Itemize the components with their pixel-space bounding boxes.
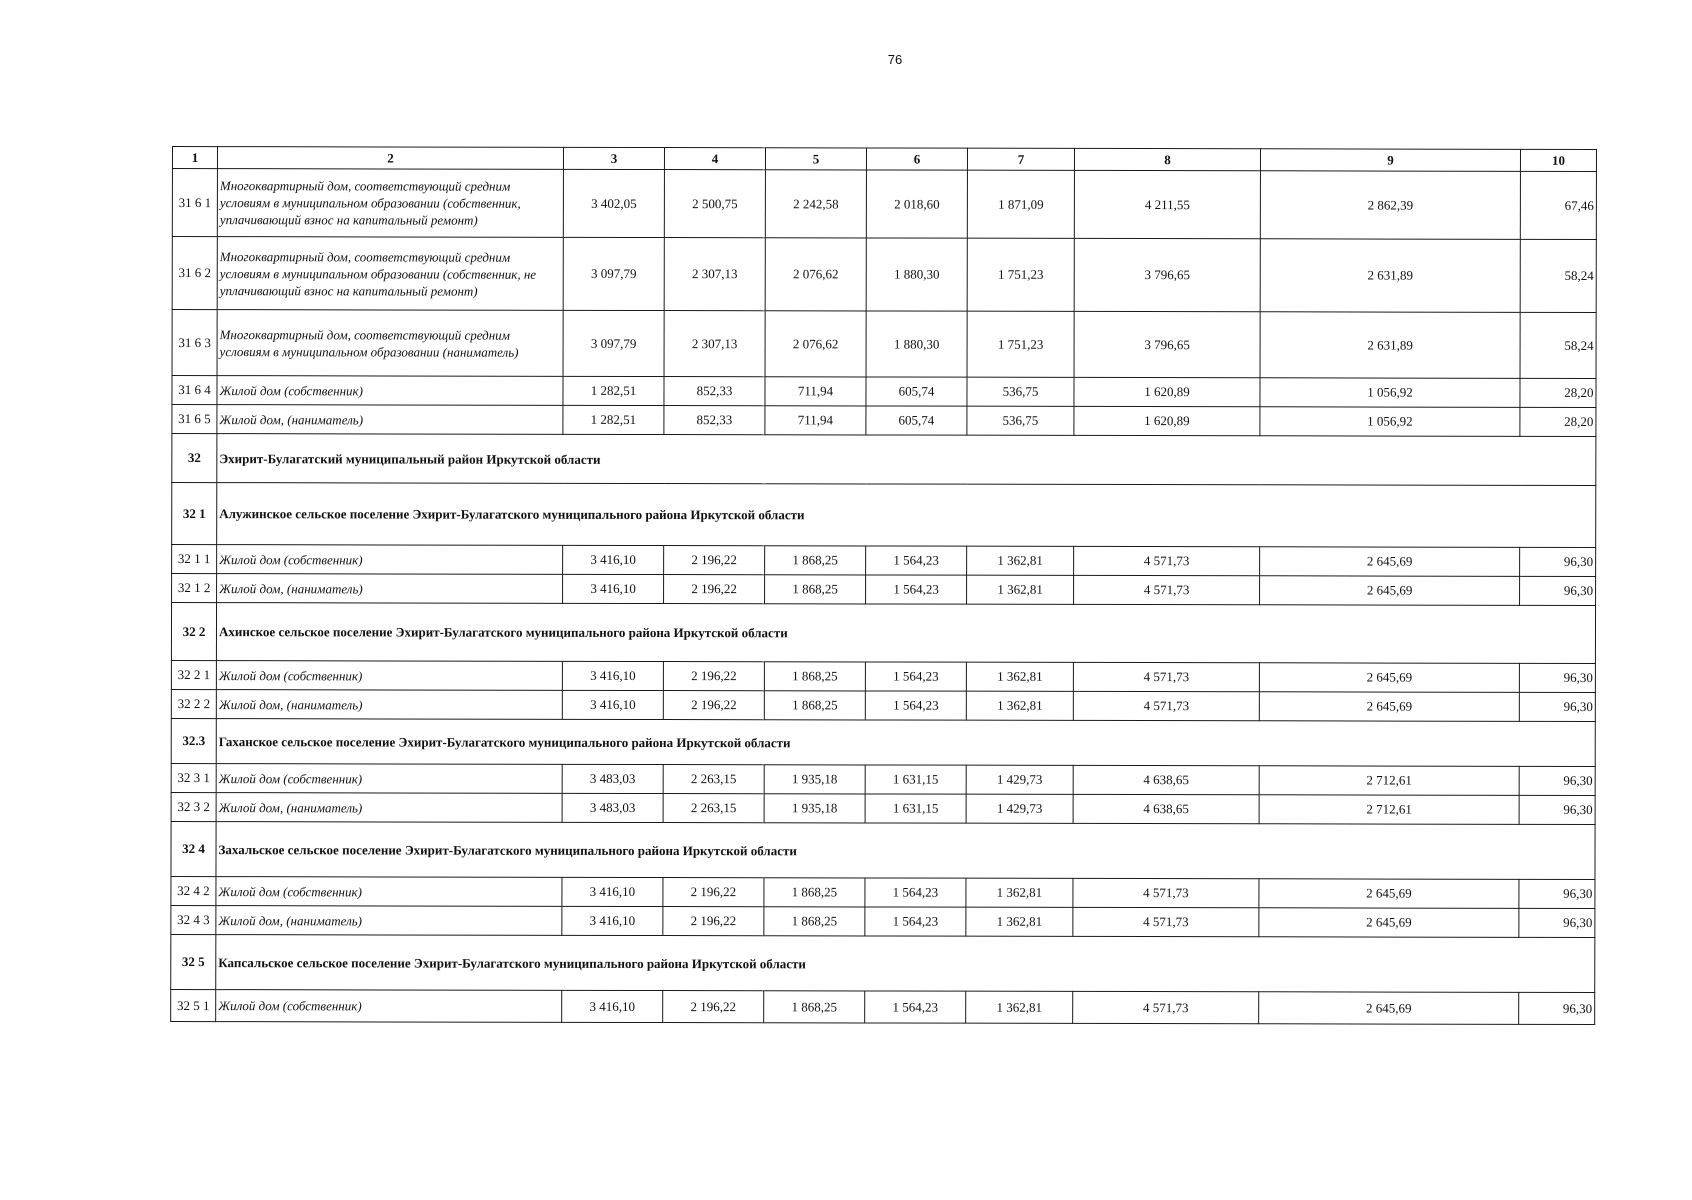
value-col-10: 96,30 xyxy=(1519,879,1595,908)
value-col-7: 1 429,73 xyxy=(966,794,1073,823)
row-name: Жилой дом, (наниматель) xyxy=(217,574,563,604)
value-col-10: 28,20 xyxy=(1520,407,1596,436)
page-number: 76 xyxy=(887,52,903,67)
value-col-3: 3 416,10 xyxy=(563,574,664,603)
value-col-9: 2 712,61 xyxy=(1259,795,1519,825)
value-col-9: 2 645,69 xyxy=(1259,692,1519,722)
value-col-9: 2 645,69 xyxy=(1259,879,1519,909)
table-row xyxy=(171,660,1595,692)
value-col-6: 1 564,23 xyxy=(865,878,966,907)
table-row xyxy=(172,310,1596,379)
value-col-4: 2 307,13 xyxy=(664,311,765,377)
value-col-8: 3 796,65 xyxy=(1074,311,1260,377)
section-row xyxy=(172,434,1596,486)
value-col-5: 1 868,25 xyxy=(765,546,866,575)
value-col-6: 1 564,23 xyxy=(865,907,966,936)
table-row xyxy=(172,169,1596,240)
table-row xyxy=(171,989,1595,1024)
row-code: 32 5 xyxy=(171,934,216,989)
table-row xyxy=(172,376,1596,408)
value-col-10: 96,30 xyxy=(1519,795,1595,824)
value-col-3: 3 483,03 xyxy=(562,793,663,822)
value-col-6: 1 564,23 xyxy=(865,991,966,1023)
value-col-5: 2 242,58 xyxy=(765,170,866,238)
value-col-4: 2 263,15 xyxy=(663,794,764,823)
row-name: Многоквартирный дом, соответствующий средним условиям в муниципальном образовании (собственник, не уплачивающий взнос на капитальный ремонт) xyxy=(217,237,563,311)
value-col-9: 2 645,69 xyxy=(1260,547,1520,577)
value-col-3: 3 416,10 xyxy=(562,690,663,719)
row-name: Жилой дом, (наниматель) xyxy=(217,405,563,435)
value-col-5: 1 868,25 xyxy=(764,662,865,691)
value-col-9: 2 645,69 xyxy=(1259,663,1519,693)
value-col-8: 4 211,55 xyxy=(1074,170,1260,238)
value-col-9: 2 862,39 xyxy=(1260,171,1520,240)
value-col-8: 4 571,73 xyxy=(1073,878,1259,907)
row-code: 32 2 xyxy=(171,603,216,661)
row-code: 31 6 5 xyxy=(172,405,217,434)
value-col-8: 1 620,89 xyxy=(1074,406,1260,435)
value-col-4: 852,33 xyxy=(664,406,765,435)
col-header-3: 3 xyxy=(563,147,664,169)
value-col-6: 1 631,15 xyxy=(865,765,966,794)
row-name: Жилой дом, (наниматель) xyxy=(216,690,562,720)
value-col-5: 1 868,25 xyxy=(764,991,865,1023)
section-title: Гаханское сельское поселение Эхирит-Булагатского муниципального района Иркутской области xyxy=(216,719,1595,767)
row-name: Жилой дом (собственник) xyxy=(217,376,563,406)
row-name: Жилой дом, (наниматель) xyxy=(216,793,562,823)
value-col-7: 1 751,23 xyxy=(967,311,1074,377)
value-col-3: 3 416,10 xyxy=(562,906,663,935)
table-row xyxy=(171,689,1595,721)
value-col-5: 1 935,18 xyxy=(764,765,865,794)
value-col-3: 3 416,10 xyxy=(563,545,664,574)
value-col-8: 4 571,73 xyxy=(1073,907,1259,936)
row-name: Жилой дом (собственник) xyxy=(216,990,562,1023)
value-col-10: 28,20 xyxy=(1520,378,1596,407)
value-col-10: 96,30 xyxy=(1519,908,1595,937)
value-col-10: 58,24 xyxy=(1520,312,1596,378)
row-code: 32 3 1 xyxy=(171,763,216,792)
table-row xyxy=(171,792,1595,824)
value-col-7: 1 362,81 xyxy=(967,546,1074,575)
row-code: 32 2 1 xyxy=(171,660,216,689)
value-col-9: 2 645,69 xyxy=(1259,908,1519,938)
value-col-3: 1 282,51 xyxy=(563,405,664,434)
row-code: 31 6 3 xyxy=(172,310,217,376)
value-col-7: 1 362,81 xyxy=(966,907,1073,936)
value-col-8: 3 796,65 xyxy=(1074,238,1260,311)
row-code: 32 1 2 xyxy=(172,574,217,603)
section-title: Капсальское сельское поселение Эхирит-Булагатского муниципального района Иркутской области xyxy=(216,935,1595,993)
table-row xyxy=(172,545,1596,577)
value-col-5: 1 935,18 xyxy=(764,794,865,823)
section-title: Ахинское сельское поселение Эхирит-Булагатского муниципального района Иркутской области xyxy=(216,603,1595,664)
value-col-10: 67,46 xyxy=(1520,171,1596,239)
value-col-3: 3 097,79 xyxy=(563,310,664,376)
value-col-8: 4 638,65 xyxy=(1073,765,1259,794)
value-col-4: 2 196,22 xyxy=(663,991,764,1023)
value-col-10: 96,30 xyxy=(1520,576,1596,605)
value-col-3: 3 483,03 xyxy=(562,764,663,793)
value-col-4: 2 196,22 xyxy=(663,662,764,691)
value-col-9: 1 056,92 xyxy=(1260,407,1520,437)
row-code: 32 4 3 xyxy=(171,905,216,934)
value-col-8: 1 620,89 xyxy=(1074,377,1260,406)
value-col-8: 4 571,73 xyxy=(1073,991,1259,1023)
value-col-9: 2 631,89 xyxy=(1260,312,1520,379)
col-header-9: 9 xyxy=(1260,149,1520,172)
value-col-7: 1 871,09 xyxy=(967,170,1074,238)
value-col-10: 96,30 xyxy=(1520,547,1596,576)
value-col-3: 1 282,51 xyxy=(563,376,664,405)
section-row xyxy=(171,821,1595,879)
row-code: 31 6 4 xyxy=(172,376,217,405)
value-col-9: 2 645,69 xyxy=(1259,992,1519,1025)
row-code: 32 4 2 xyxy=(171,876,216,905)
value-col-6: 1 880,30 xyxy=(866,311,967,377)
row-name: Жилой дом (собственник) xyxy=(216,877,562,907)
value-col-6: 2 018,60 xyxy=(866,170,967,238)
value-col-7: 536,75 xyxy=(967,377,1074,406)
value-col-3: 3 416,10 xyxy=(562,661,663,690)
value-col-10: 96,30 xyxy=(1519,692,1595,721)
value-col-6: 1 564,23 xyxy=(866,575,967,604)
value-col-5: 711,94 xyxy=(765,406,866,435)
value-col-4: 852,33 xyxy=(664,377,765,406)
row-name: Жилой дом (собственник) xyxy=(217,545,563,575)
value-col-5: 1 868,25 xyxy=(764,878,865,907)
value-col-6: 1 631,15 xyxy=(865,794,966,823)
section-title: Захальское сельское поселение Эхирит-Булагатского муниципального района Иркутской области xyxy=(216,822,1595,880)
value-col-7: 1 362,81 xyxy=(967,575,1074,604)
table-row xyxy=(172,405,1596,437)
value-col-9: 2 631,89 xyxy=(1260,239,1520,313)
value-col-8: 4 571,73 xyxy=(1074,546,1260,575)
col-header-5: 5 xyxy=(765,148,866,170)
tariff-table xyxy=(170,146,1597,1025)
row-name: Жилой дом, (наниматель) xyxy=(216,906,562,936)
value-col-3: 3 416,10 xyxy=(562,877,663,906)
col-header-7: 7 xyxy=(967,148,1074,170)
col-header-1: 1 xyxy=(172,147,217,169)
row-name: Жилой дом (собственник) xyxy=(216,661,562,691)
row-code: 32 4 xyxy=(171,821,216,876)
row-code: 32 3 2 xyxy=(171,792,216,821)
row-code: 32.3 xyxy=(171,718,216,763)
value-col-4: 2 196,22 xyxy=(663,691,764,720)
value-col-7: 1 362,81 xyxy=(966,662,1073,691)
row-code: 32 xyxy=(172,434,217,483)
value-col-4: 2 196,22 xyxy=(664,575,765,604)
value-col-6: 1 880,30 xyxy=(866,238,967,311)
value-col-9: 2 645,69 xyxy=(1260,576,1520,606)
table-row xyxy=(171,763,1595,795)
value-col-3: 3 097,79 xyxy=(563,237,664,310)
value-col-3: 3 402,05 xyxy=(563,169,664,237)
table-row xyxy=(171,905,1595,937)
col-header-6: 6 xyxy=(866,148,967,170)
value-col-7: 1 362,81 xyxy=(966,691,1073,720)
value-col-8: 4 571,73 xyxy=(1074,575,1260,604)
value-col-4: 2 500,75 xyxy=(664,170,765,238)
section-title: Эхирит-Булагатский муниципальный район Иркутской области xyxy=(217,434,1596,486)
value-col-6: 605,74 xyxy=(866,406,967,435)
value-col-9: 1 056,92 xyxy=(1260,378,1520,408)
value-col-6: 1 564,23 xyxy=(865,662,966,691)
table-row xyxy=(171,876,1595,908)
row-code: 32 2 2 xyxy=(171,689,216,718)
value-col-4: 2 196,22 xyxy=(663,878,764,907)
section-title: Алужинское сельское поселение Эхирит-Булагатского муниципального района Иркутской области xyxy=(217,483,1596,548)
value-col-5: 1 868,25 xyxy=(764,907,865,936)
value-col-8: 4 571,73 xyxy=(1073,691,1259,720)
value-col-5: 2 076,62 xyxy=(765,238,866,311)
col-header-8: 8 xyxy=(1074,148,1260,170)
value-col-7: 1 362,81 xyxy=(966,991,1073,1023)
section-row xyxy=(172,483,1596,548)
value-col-4: 2 263,15 xyxy=(663,765,764,794)
row-name: Жилой дом (собственник) xyxy=(216,764,562,794)
value-col-6: 1 564,23 xyxy=(866,546,967,575)
section-row xyxy=(171,603,1595,664)
row-code: 32 1 xyxy=(172,483,217,545)
tariff-body xyxy=(171,169,1597,1025)
row-code: 31 6 2 xyxy=(172,237,217,310)
value-col-4: 2 196,22 xyxy=(663,907,764,936)
value-col-5: 1 868,25 xyxy=(764,691,865,720)
table-row xyxy=(172,574,1596,606)
value-col-4: 2 196,22 xyxy=(664,546,765,575)
value-col-7: 1 751,23 xyxy=(967,238,1074,311)
row-code: 32 1 1 xyxy=(172,545,217,574)
col-header-4: 4 xyxy=(664,148,765,170)
value-col-7: 536,75 xyxy=(967,406,1074,435)
row-code: 32 5 1 xyxy=(171,989,216,1021)
value-col-6: 1 564,23 xyxy=(865,691,966,720)
value-col-10: 96,30 xyxy=(1519,663,1595,692)
value-col-8: 4 638,65 xyxy=(1073,794,1259,823)
row-name: Многоквартирный дом, соответствующий средним условиям в муниципальном образовании (наниматель) xyxy=(217,310,563,377)
table-row xyxy=(172,237,1596,313)
row-code: 31 6 1 xyxy=(172,169,217,237)
value-col-10: 96,30 xyxy=(1519,992,1595,1024)
header-row xyxy=(172,147,1596,172)
col-header-2: 2 xyxy=(217,147,563,170)
value-col-5: 2 076,62 xyxy=(765,311,866,377)
value-col-5: 711,94 xyxy=(765,377,866,406)
value-col-7: 1 362,81 xyxy=(966,878,1073,907)
section-row xyxy=(171,718,1595,766)
value-col-3: 3 416,10 xyxy=(562,990,663,1022)
value-col-7: 1 429,73 xyxy=(966,765,1073,794)
value-col-6: 605,74 xyxy=(866,377,967,406)
value-col-8: 4 571,73 xyxy=(1073,662,1259,691)
value-col-10: 96,30 xyxy=(1519,766,1595,795)
value-col-5: 1 868,25 xyxy=(765,575,866,604)
value-col-10: 58,24 xyxy=(1520,239,1596,312)
col-header-10: 10 xyxy=(1520,149,1596,171)
value-col-4: 2 307,13 xyxy=(664,238,765,311)
row-name: Многоквартирный дом, соответствующий средним условиям в муниципальном образовании (собственник, уплачивающий взнос на капитальный ремонт) xyxy=(217,169,563,238)
section-row xyxy=(171,934,1595,992)
value-col-9: 2 712,61 xyxy=(1259,766,1519,796)
